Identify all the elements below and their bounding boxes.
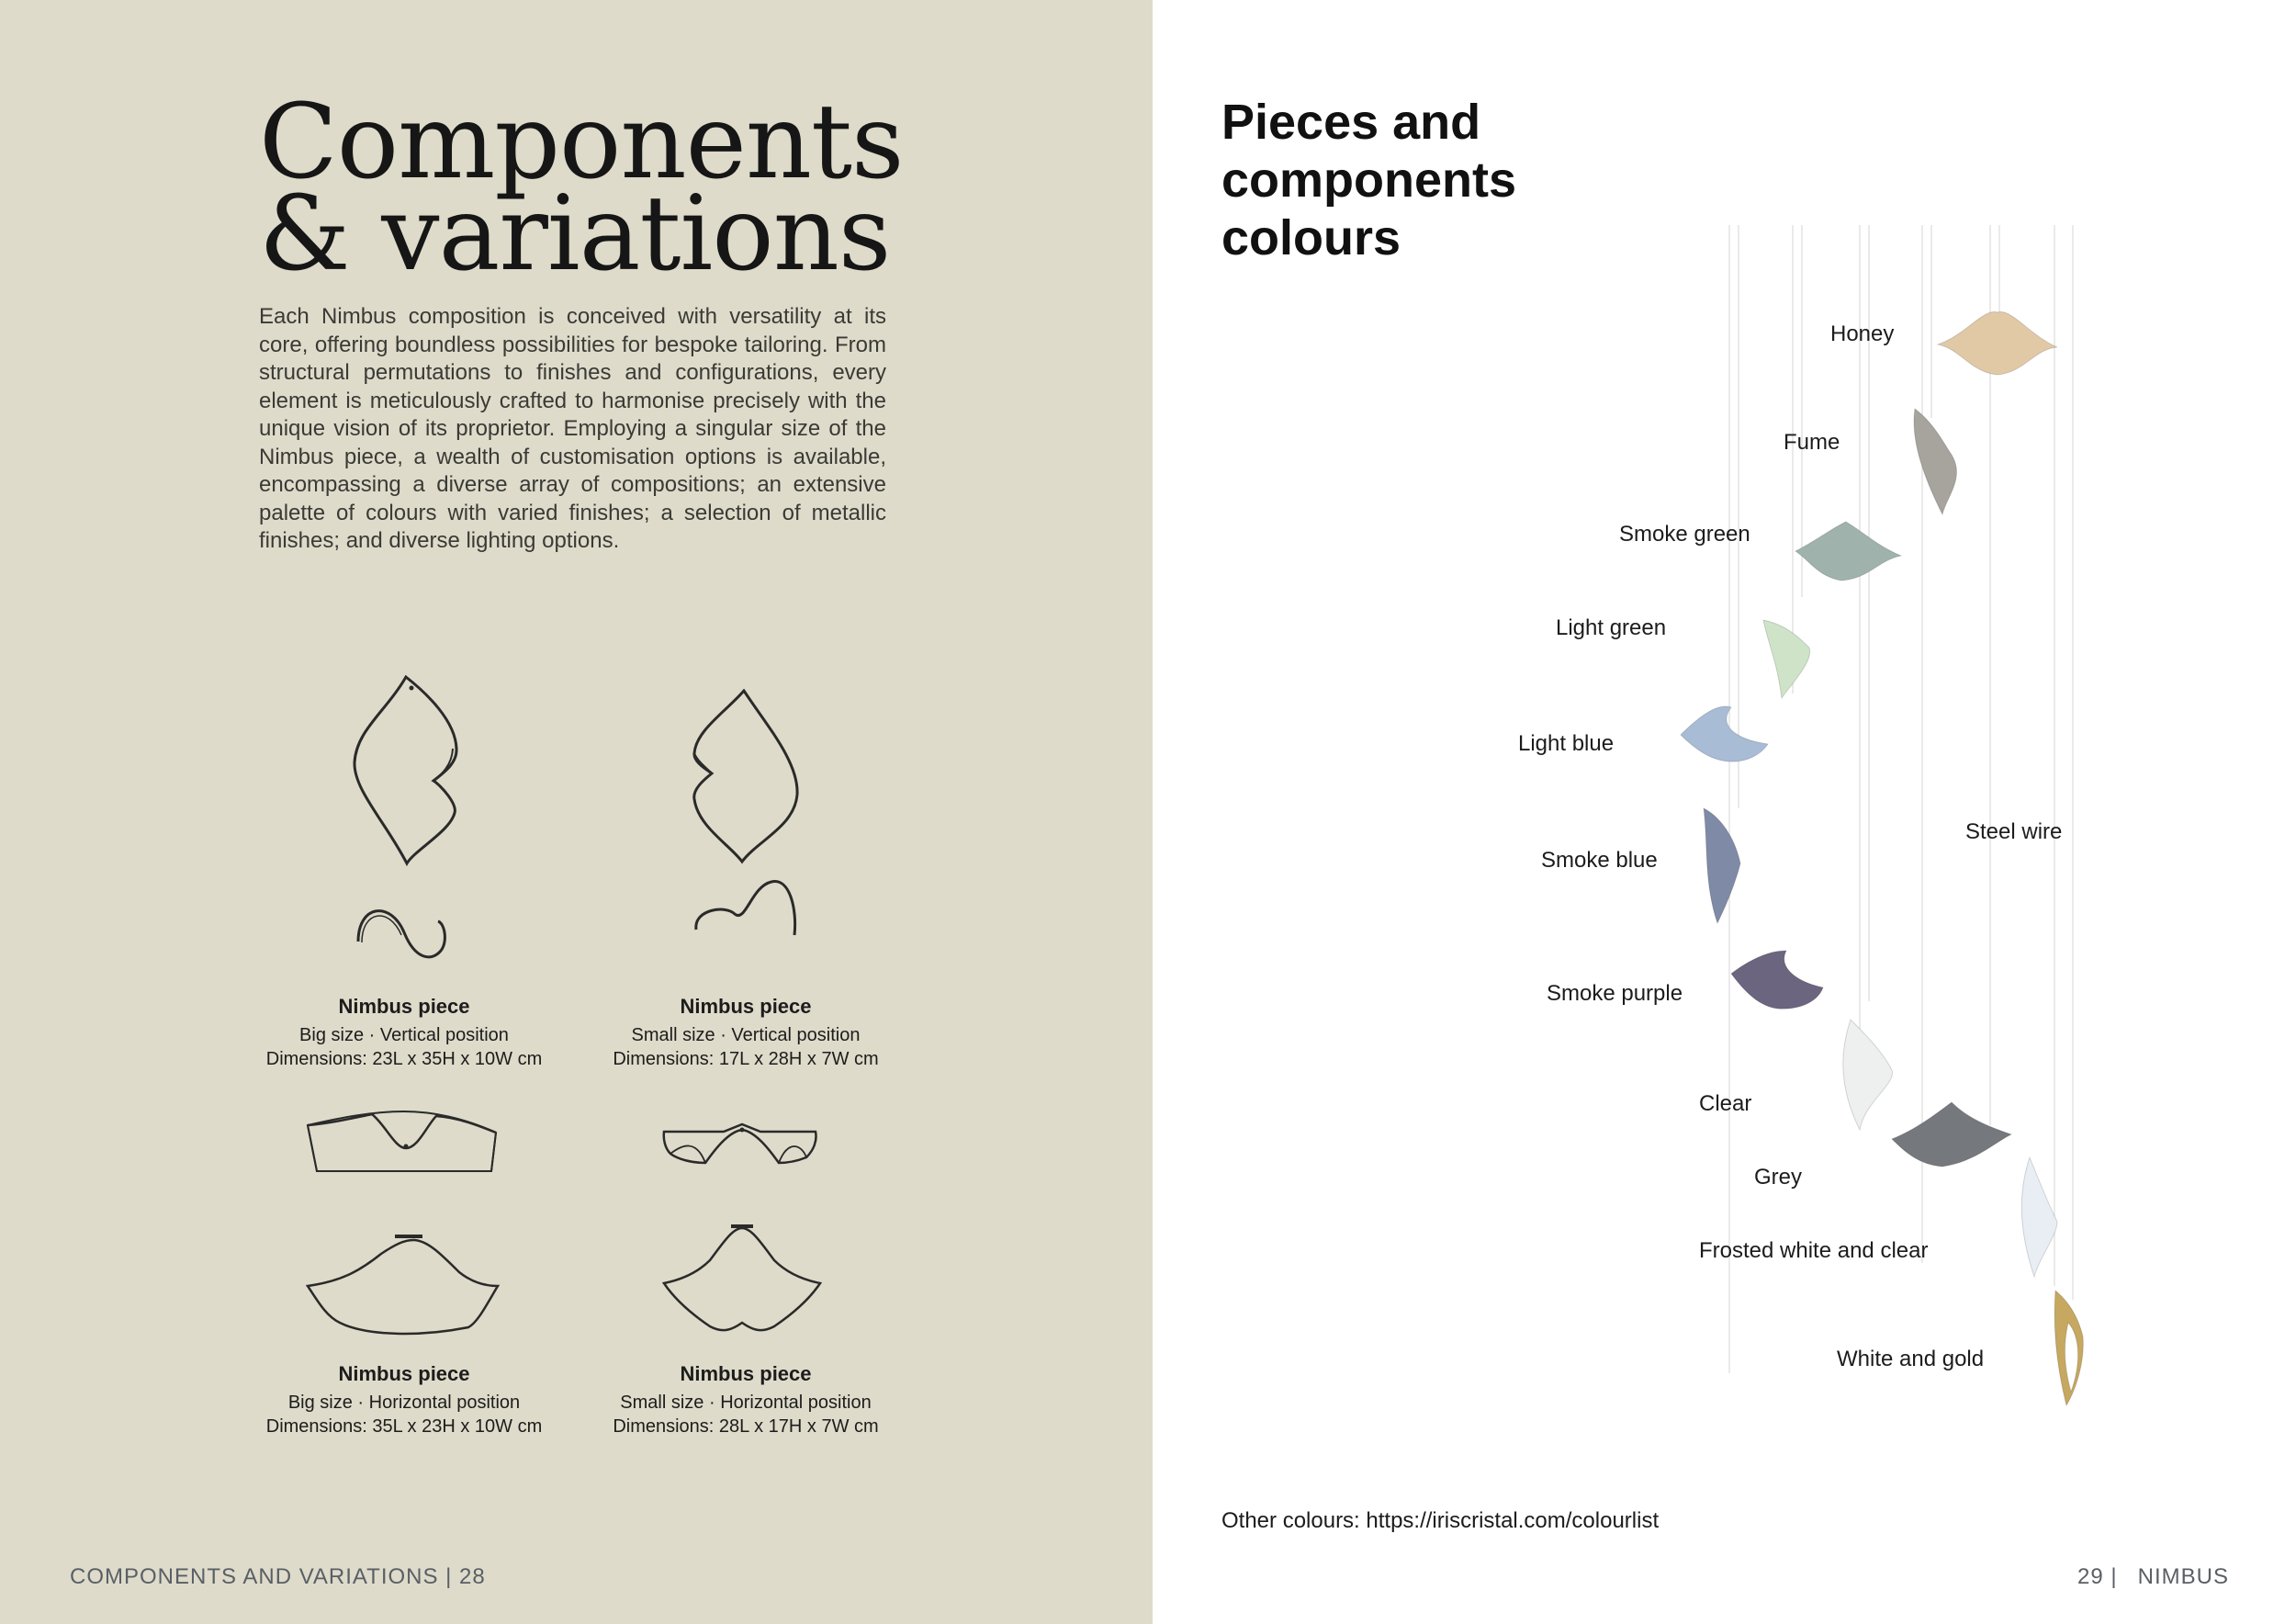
fume-piece [1914, 409, 1956, 514]
colour-label-light-green: Light green [1556, 615, 1667, 640]
colour-label-smoke-purple: Smoke purple [1547, 981, 1683, 1006]
smoke-green-piece [1795, 522, 1901, 581]
brand-name: NIMBUS [2137, 1564, 2229, 1589]
caption-title: Nimbus piece [680, 1362, 812, 1385]
colour-label-clear: Clear [1699, 1091, 1752, 1116]
caption-line-2: Dimensions: 28L x 17H x 7W cm [613, 1416, 879, 1437]
caption-title: Nimbus piece [680, 995, 812, 1018]
caption-title: Nimbus piece [338, 995, 470, 1018]
colour-label-smoke-blue: Smoke blue [1541, 848, 1658, 873]
smoke-purple-piece [1731, 951, 1823, 1009]
colour-label-white-and-gold: White and gold [1837, 1347, 1985, 1371]
colours-title-line-3: colours [1221, 210, 1401, 265]
title-line-1: Components [259, 83, 904, 202]
footer-right [2077, 1564, 2229, 1590]
caption-line-1: Small size · Horizontal position [620, 1393, 872, 1413]
caption-line-2: Dimensions: 17L x 28H x 7W cm [613, 1049, 879, 1069]
caption-line-1: Big size · Horizontal position [287, 1393, 521, 1413]
intro-paragraph: Each Nimbus composition is conceived with versatility at its core, offering boundless possibilities for bespoke tailoring. From structural permutations to finishes and configurations, every element is meticulously crafted to harmonise precisely with the unique vision of its proprietor. Employing a singular size of the Nimbus piece, a wealth of customisation options is available, encompassing a diverse array of compositions; an extensive palette of colours with varied finishes; a selection of metallic finishes; and diverse lighting options. [259, 304, 886, 553]
other-colours-link[interactable]: Other colours: https://iriscristal.com/colourlist [1221, 1508, 1660, 1533]
colour-label-light-blue: Light blue [1518, 731, 1615, 756]
colour-label-grey: Grey [1754, 1165, 1803, 1190]
caption-line-1: Big size · Vertical position [299, 1025, 509, 1045]
light-blue-piece [1681, 706, 1768, 761]
page-number: 29 | [2077, 1564, 2118, 1589]
smoke-blue-piece [1704, 808, 1740, 923]
colour-label-smoke-green: Smoke green [1619, 522, 1750, 547]
frosted-white-piece [2021, 1157, 2057, 1277]
light-green-piece [1763, 620, 1810, 698]
colours-title-line-1: Pieces and [1221, 95, 1481, 150]
caption-line-1: Small size · Vertical position [631, 1025, 861, 1045]
grey-piece [1892, 1102, 2011, 1167]
colour-label-fume: Fume [1784, 430, 1840, 455]
steel-wire-label: Steel wire [1965, 819, 2063, 844]
title-line-2: & variations [259, 175, 891, 294]
honey-piece [1938, 311, 2057, 375]
caption-line-2: Dimensions: 35L x 23H x 10W cm [265, 1416, 543, 1437]
caption-title: Nimbus piece [338, 1362, 470, 1385]
caption-line-2: Dimensions: 23L x 35H x 10W cm [265, 1049, 543, 1069]
footer-left: COMPONENTS AND VARIATIONS | 28 [70, 1564, 486, 1589]
colours-title-line-2: components [1221, 152, 1517, 208]
colour-label-frosted-white-and-clear: Frosted white and clear [1699, 1238, 1929, 1263]
colour-label-honey: Honey [1830, 321, 1895, 346]
clear-piece [1843, 1020, 1893, 1130]
